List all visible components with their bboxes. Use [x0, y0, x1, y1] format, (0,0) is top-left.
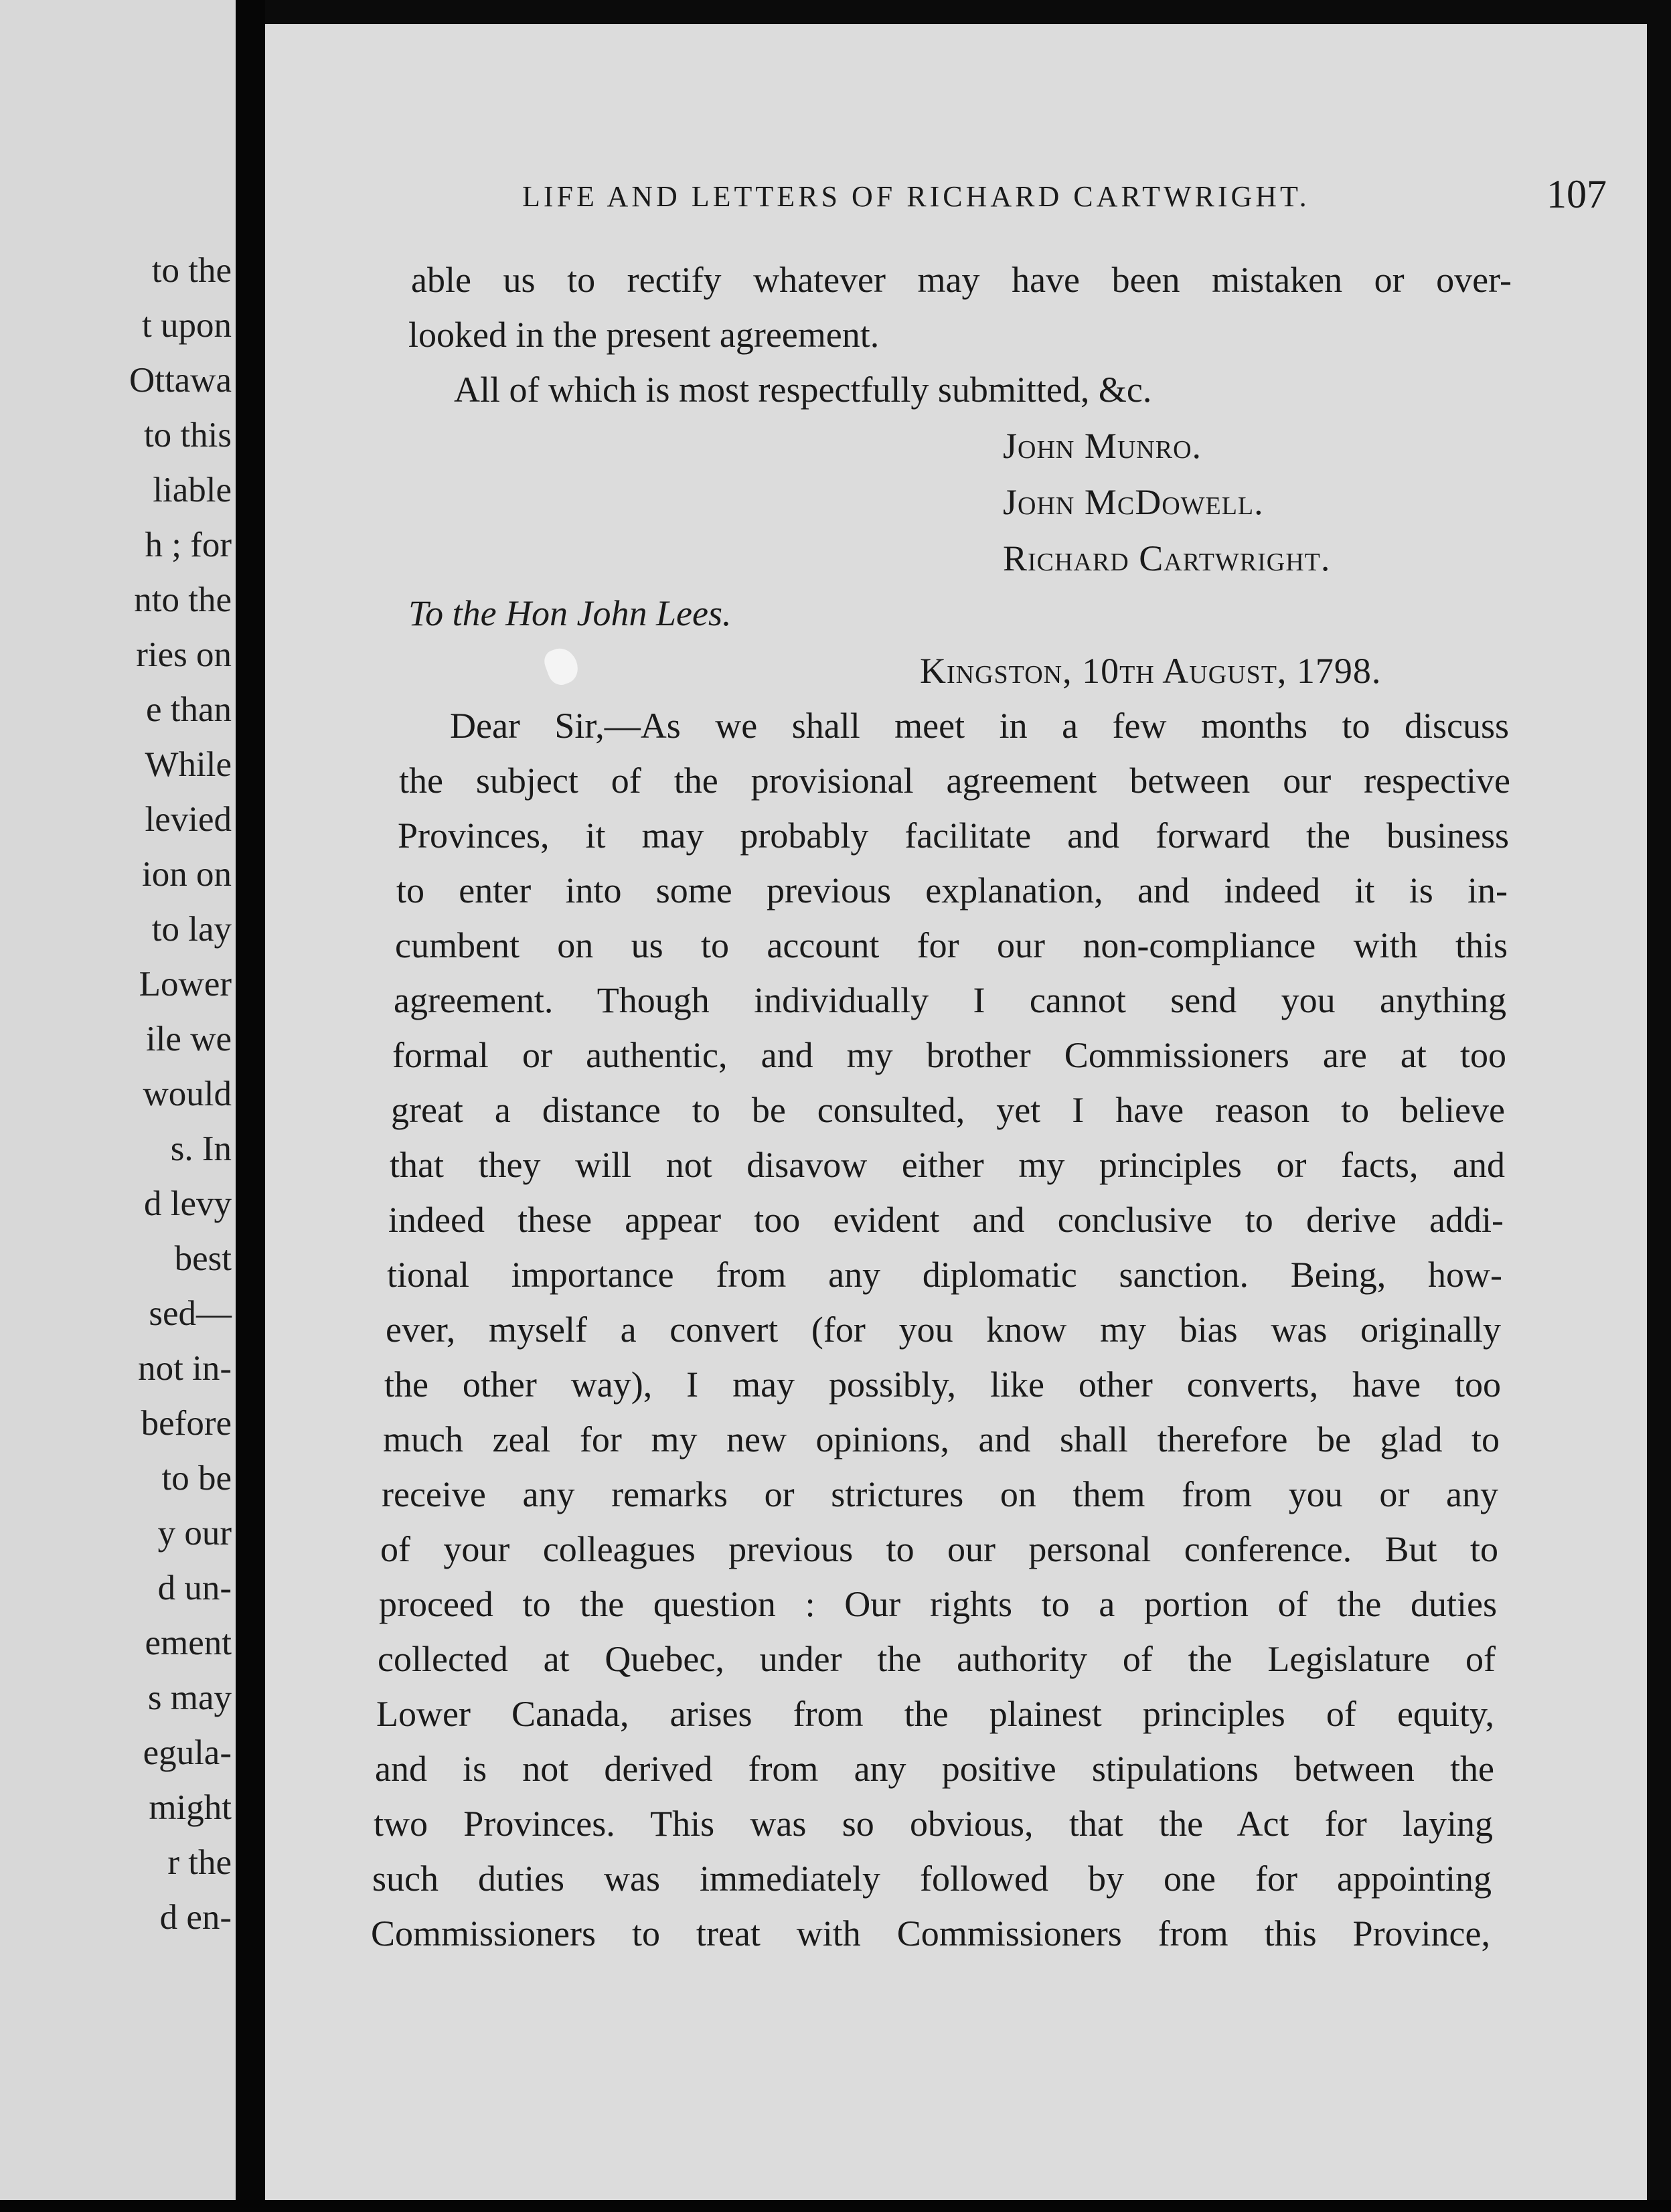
- left-line: before: [141, 1404, 232, 1443]
- left-line: levied: [145, 800, 232, 839]
- signatory-line: Richard Cartwright.: [1003, 538, 1331, 578]
- left-line: t upon: [142, 306, 232, 345]
- dateline: [920, 651, 1381, 691]
- body-line: that they will not disavow either my principles or facts, and: [390, 1145, 1505, 1185]
- left-line: d un-: [157, 1569, 232, 1607]
- body-line: and is not derived from any positive stipulations between the: [375, 1749, 1494, 1789]
- body-line: Lower Canada, arises from the plainest principles of equity,: [376, 1694, 1494, 1734]
- left-line: to this: [143, 416, 232, 455]
- body-line: the other way), I may possibly, like other converts, have too: [384, 1364, 1501, 1405]
- body-line: cumbent on us to account for our non-compliance with this: [395, 925, 1508, 965]
- left-line: ion on: [142, 855, 232, 894]
- body-line: Commissioners to treat with Commissioners from this Province,: [371, 1913, 1490, 1954]
- body-line: able us to rectify whatever may have been mistaken or over-: [411, 260, 1512, 300]
- left-line: e than: [145, 690, 232, 729]
- left-line: Lower: [139, 965, 232, 1004]
- body-line: two Provinces. This was so obvious, that the Act for laying: [374, 1804, 1493, 1844]
- scan-bottom-edge: [0, 2200, 1671, 2212]
- signatory-line: John Munro.: [1003, 426, 1202, 466]
- left-line: to the: [151, 251, 232, 290]
- left-line: While: [145, 745, 232, 784]
- left-line: egula-: [143, 1733, 232, 1772]
- running-title: LIFE AND LETTERS OF RICHARD CARTWRIGHT.: [522, 180, 1310, 213]
- left-line: s. In: [170, 1129, 232, 1168]
- left-line: liable: [153, 471, 232, 509]
- left-line: ries on: [136, 635, 232, 674]
- book-gutter: [236, 0, 265, 2212]
- body-line: indeed these appear too evident and conclusive to derive addi-: [388, 1200, 1504, 1240]
- left-line: nto the: [134, 580, 232, 619]
- body-line: All of which is most respectfully submitted, &c.: [454, 370, 1152, 410]
- body-line: the subject of the provisional agreement between our respective: [399, 761, 1510, 801]
- body-line: great a distance to be consulted, yet I have reason to believe: [391, 1090, 1505, 1130]
- left-line: would: [143, 1075, 232, 1113]
- body-line: receive any remarks or strictures on them from you or any: [382, 1474, 1498, 1514]
- left-page-fragment: [0, 0, 236, 2212]
- left-line: r the: [167, 1843, 232, 1882]
- body-line: to enter into some previous explanation, and indeed it is in-: [396, 870, 1508, 911]
- left-line: s may: [147, 1678, 232, 1717]
- left-line: d levy: [144, 1184, 232, 1223]
- left-line: sed—: [149, 1294, 232, 1333]
- body-line: such duties was immediately followed by one for appointing: [372, 1859, 1492, 1899]
- body-line: proceed to the question : Our rights to a portion of the duties: [379, 1584, 1497, 1624]
- scan-smudge: [541, 644, 582, 688]
- left-line: ile we: [145, 1020, 232, 1058]
- body-line: of your colleagues previous to our personal conference. But to: [380, 1529, 1498, 1569]
- left-line: best: [174, 1239, 232, 1278]
- body-line: Provinces, it may probably facilitate and forward the business: [398, 815, 1509, 856]
- body-line: Dear Sir,—As we shall meet in a few months to discuss: [450, 706, 1509, 746]
- body-line: agreement. Though individually I cannot send you anything: [394, 980, 1506, 1020]
- body-line: looked in the present agreement.: [408, 315, 880, 355]
- running-header: [522, 172, 1620, 216]
- body-line: much zeal for my new opinions, and shall therefore be glad to: [383, 1419, 1500, 1459]
- body-line: ever, myself a convert (for you know my bias was originally: [386, 1310, 1501, 1350]
- right-page: [265, 24, 1647, 2212]
- left-line: y our: [157, 1514, 232, 1553]
- left-line: ement: [145, 1624, 232, 1662]
- body-line: tional importance from any diplomatic sanction. Being, how-: [387, 1255, 1502, 1295]
- left-line: h ; for: [145, 526, 232, 564]
- left-line: might: [149, 1788, 232, 1827]
- page-number: 107: [1546, 172, 1607, 216]
- signatory-line: John McDowell.: [1003, 482, 1264, 522]
- left-line: Ottawa: [129, 361, 232, 400]
- left-line: d en-: [159, 1898, 232, 1937]
- left-line: not in-: [138, 1349, 232, 1388]
- dateline-text: Kingston, 10th August, 1798.: [920, 651, 1382, 691]
- left-line: to lay: [151, 910, 232, 949]
- left-line: to be: [161, 1459, 232, 1498]
- body-line: formal or authentic, and my brother Commissioners are at too: [392, 1035, 1506, 1075]
- body-line: collected at Quebec, under the authority of the Legislature of: [378, 1639, 1496, 1679]
- addressee-line: To the Hon John Lees.: [408, 593, 732, 633]
